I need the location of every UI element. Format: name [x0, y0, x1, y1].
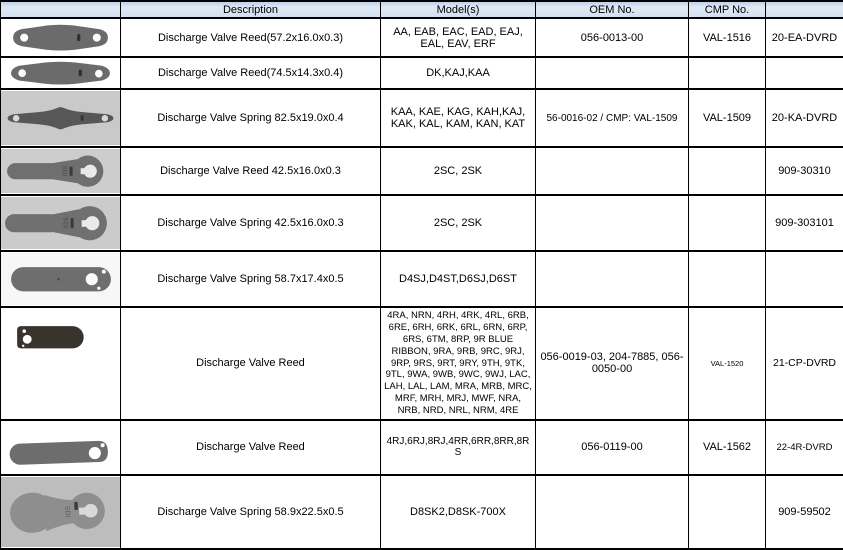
table-row	[1, 57, 843, 89]
description-cell: Discharge Valve Reed	[121, 307, 381, 420]
description-cell: Discharge Valve Reed(57.2x16.0x0.3)	[121, 18, 381, 57]
cmp-cell: VAL-1562	[689, 420, 766, 475]
col-header-cmp: CMP No.	[689, 1, 766, 18]
models-cell: DK,KAJ,KAA	[381, 57, 536, 89]
cmp-cell: VAL-1509	[689, 89, 766, 147]
valve-reed-photo	[1, 422, 120, 473]
valve-spring-photo	[1, 91, 120, 145]
table-row	[1, 147, 843, 195]
description-cell: Discharge Valve Spring 58.9x22.5x0.5	[121, 475, 381, 549]
table-row	[1, 307, 843, 420]
models-cell: 4RJ,6RJ,8RJ,4RR,6RR,8RR,8RS	[381, 420, 536, 475]
table-row	[1, 89, 843, 147]
header-row	[1, 1, 843, 18]
part-marking-text: SDI	[61, 165, 67, 177]
models-cell: D8SK2,D8SK-700X	[381, 475, 536, 549]
valve-reed-photo	[1, 149, 120, 193]
col-header-image	[1, 1, 121, 18]
models-cell: KAA, KAE, KAG, KAH,KAJ, KAK, KAL, KAM, KAN, KAT	[381, 89, 536, 147]
oem-cell	[536, 475, 689, 549]
part-number-cell: 909-30310	[766, 147, 843, 195]
oem-cell: 056-0019-03, 204-7885, 056-0050-00	[536, 307, 689, 420]
part-image-cell	[1, 420, 121, 475]
part-image-cell	[1, 57, 121, 89]
table-row	[1, 251, 843, 307]
part-number-cell	[766, 57, 843, 89]
cmp-cell	[689, 57, 766, 89]
part-image-cell	[1, 251, 121, 307]
part-marking-text: SDI	[63, 505, 71, 518]
part-image-cell	[1, 307, 121, 420]
part-number-cell: 21-CP-DVRD	[766, 307, 843, 420]
oem-cell	[536, 147, 689, 195]
description-cell: Discharge Valve Spring 58.7x17.4x0.5	[121, 251, 381, 307]
models-cell: 4RA, NRN, 4RH, 4RK, 4RL, 6RB, 6RE, 6RH, 6RK, 6RL, 6RN, 6RP, 6RS, 6TM, 8RP, 9R BLUE RIBBON, 9RA, 9RB, 9RC, 9RJ, 9RP, 9RS, 9RT, 9RY, 9TH, 9TK, 9TL, 9WA, 9WB, 9WC, 9WJ, LAC, LAH, LAL, LAM, MRA, MRB, MRC, MRF, MRH, MRJ, MWF, NRA, NRB, NRD, NRL, NRM, 4RE	[381, 307, 536, 420]
table-row	[1, 18, 843, 57]
valve-reed-photo	[1, 309, 120, 418]
description-cell: Discharge Valve Spring 42.5x16.0x0.3	[121, 195, 381, 251]
oem-cell: 056-0013-00	[536, 18, 689, 57]
part-marking-text: SDI	[62, 217, 68, 229]
part-number-cell: 909-303101	[766, 195, 843, 251]
oem-cell	[536, 57, 689, 89]
part-number-cell: 20-EA-DVRD	[766, 18, 843, 57]
cmp-cell: VAL-1516	[689, 18, 766, 57]
description-cell: Discharge Valve Reed 42.5x16.0x0.3	[121, 147, 381, 195]
description-cell: Discharge Valve Reed(74.5x14.3x0.4)	[121, 57, 381, 89]
valve-spring-photo	[1, 477, 120, 548]
part-image-cell	[1, 18, 121, 57]
part-number-cell: 20-KA-DVRD	[766, 89, 843, 147]
part-image-cell	[1, 147, 121, 195]
cmp-cell	[689, 195, 766, 251]
description-cell: Discharge Valve Spring 82.5x19.0x0.4	[121, 89, 381, 147]
description-cell: Discharge Valve Reed	[121, 420, 381, 475]
cmp-cell	[689, 475, 766, 549]
valve-reed-photo	[1, 20, 120, 55]
cmp-cell	[689, 147, 766, 195]
part-image-cell	[1, 475, 121, 549]
part-image-cell	[1, 195, 121, 251]
oem-cell: 56-0016-02 / CMP: VAL-1509	[536, 89, 689, 147]
part-number-cell: 22-4R-DVRD	[766, 420, 843, 475]
valve-spring-photo	[1, 197, 120, 249]
models-cell: AA, EAB, EAC, EAD, EAJ, EAL, EAV, ERF	[381, 18, 536, 57]
models-cell: 2SC, 2SK	[381, 147, 536, 195]
part-number-cell: 909-59502	[766, 475, 843, 549]
table-row	[1, 195, 843, 251]
valve-reed-photo	[1, 59, 120, 87]
cmp-cell	[689, 251, 766, 307]
models-cell: D4SJ,D4ST,D6SJ,D6ST	[381, 251, 536, 307]
col-header-oem: OEM No.	[536, 1, 689, 18]
table-row	[1, 420, 843, 475]
table-row	[1, 475, 843, 549]
cmp-cell: VAL-1520	[689, 307, 766, 420]
col-header-models: Model(s)	[381, 1, 536, 18]
col-header-description: Description	[121, 1, 381, 18]
part-number-cell	[766, 251, 843, 307]
part-image-cell	[1, 89, 121, 147]
oem-cell	[536, 195, 689, 251]
oem-cell: 056-0119-00	[536, 420, 689, 475]
models-cell: 2SC, 2SK	[381, 195, 536, 251]
col-header-part-no	[766, 1, 843, 18]
valve-spring-photo	[1, 253, 120, 305]
oem-cell	[536, 251, 689, 307]
